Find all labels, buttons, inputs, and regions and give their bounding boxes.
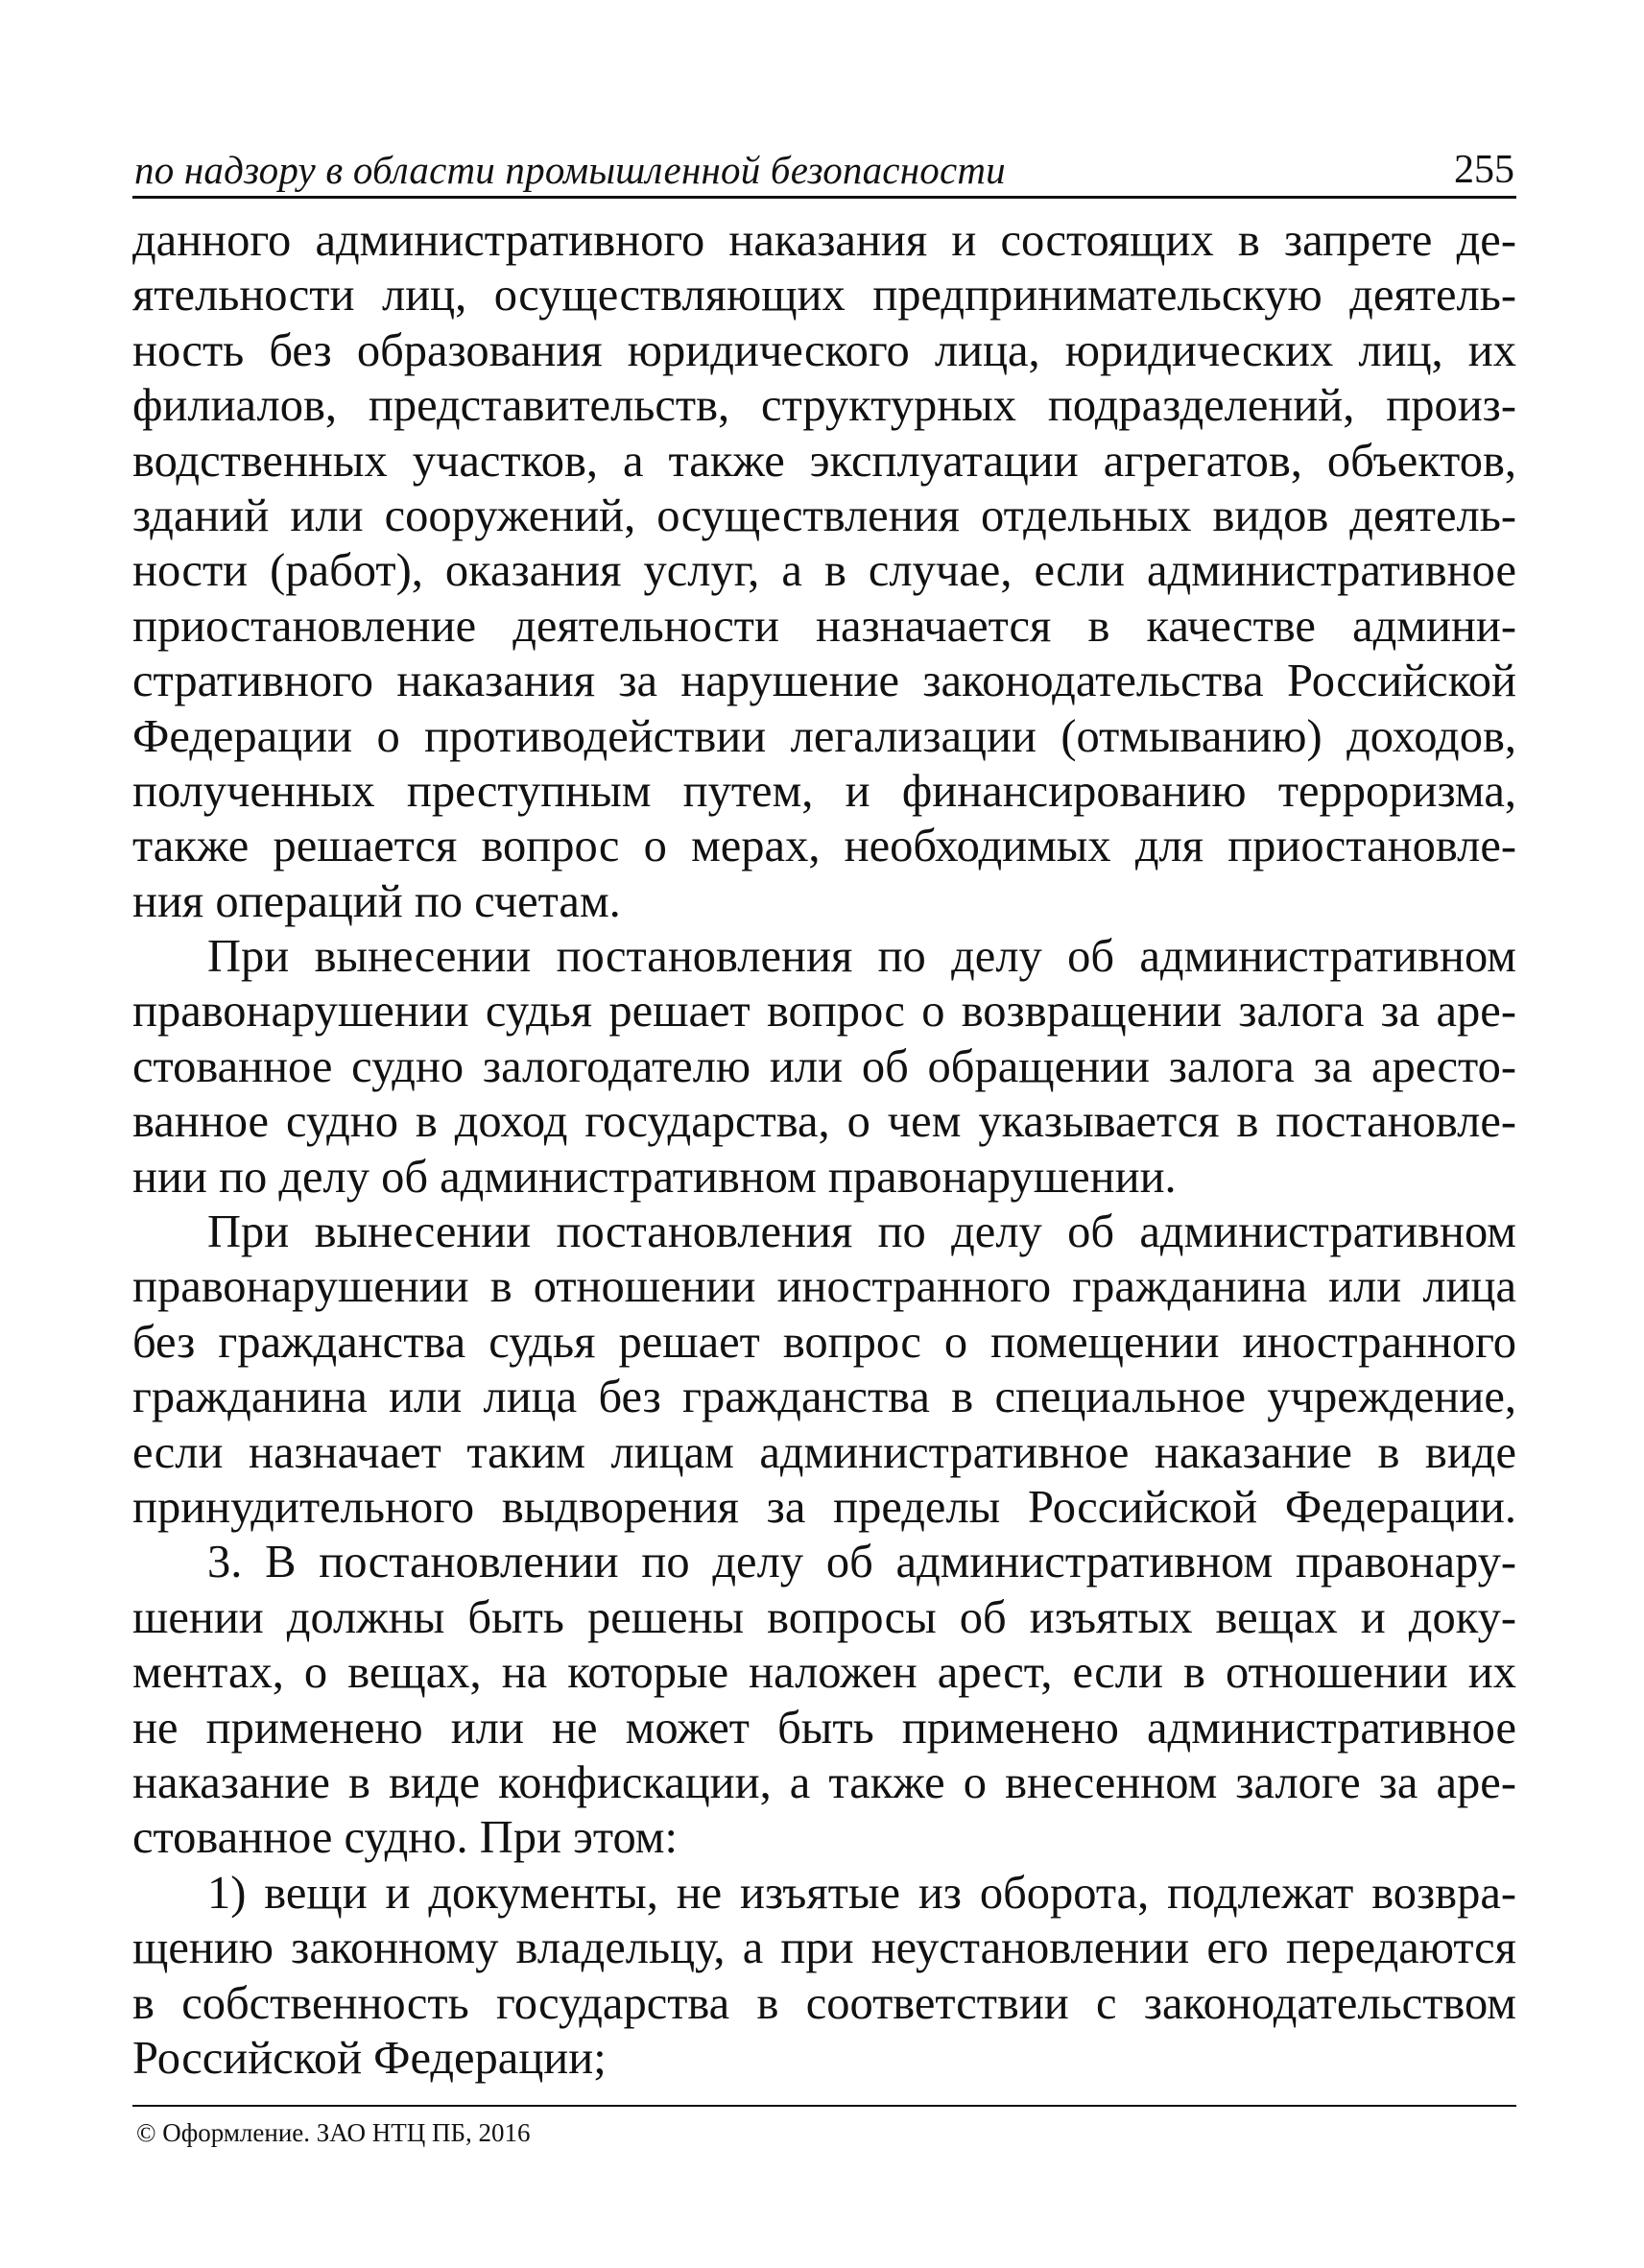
- text-line: ментах, о вещах, на которые наложен арест, если в отношении их: [132, 1647, 1516, 1699]
- text-line: ния операций по счетам.: [132, 875, 621, 927]
- text-line: стративного наказания за нарушение законодательства Российской: [132, 656, 1516, 707]
- text-line: ности (работ), оказания услуг, а в случае, если административное: [132, 545, 1516, 597]
- text-line: 3. В постановлении по делу об административном правонару-: [207, 1537, 1516, 1588]
- body-text: [132, 213, 1516, 2086]
- text-line: правонарушении в отношении иностранного гражданина или лица: [132, 1261, 1516, 1313]
- text-line: При вынесении постановления по делу об административном: [207, 1206, 1516, 1258]
- text-line: ность без образования юридического лица, юридических лиц, их: [132, 324, 1516, 376]
- footer-rule: [132, 2105, 1516, 2107]
- text-line: наказание в виде конфискации, а также о внесенном залоге за аре-: [132, 1756, 1516, 1808]
- text-line: стованное судно. При этом:: [132, 1812, 678, 1864]
- text-line: правонарушении судья решает вопрос о возвращении залога за аре-: [132, 986, 1516, 1038]
- text-line: данного административного наказания и состоящих в запрете де-: [132, 215, 1516, 266]
- text-line: шении должны быть решены вопросы об изъятых вещах и доку-: [132, 1591, 1516, 1643]
- text-line: ванное судно в доход государства, о чем указывается в постановле-: [132, 1096, 1516, 1148]
- running-header: [132, 144, 1516, 199]
- paragraph-foreign-citizen: [132, 1205, 1516, 1535]
- text-line: в собственность государства в соответствии с законодательством: [132, 1977, 1516, 2029]
- text-line: принудительного выдворения за пределы Российской Федерации.: [132, 1481, 1516, 1533]
- text-line: зданий или сооружений, осуществления отдельных видов деятель-: [132, 489, 1516, 541]
- text-line: гражданина или лица без гражданства в специальное учреждение,: [132, 1372, 1516, 1423]
- text-line: стованное судно залогодателю или об обращении залога за аресто-: [132, 1040, 1516, 1092]
- text-line: щению законному владельцу, а при неустановлении его передаются: [132, 1922, 1516, 1974]
- text-line: водственных участков, а также эксплуатации агрегатов, объектов,: [132, 435, 1516, 487]
- paragraph-bail-return: [132, 929, 1516, 1205]
- text-line: Федерации о противодействии легализации (отмыванию) доходов,: [132, 710, 1516, 762]
- text-line: если назначает таким лицам административное наказание в виде: [132, 1426, 1516, 1478]
- text-line: 1) вещи и документы, не изъятые из оборота, подлежат возвра-: [207, 1867, 1516, 1919]
- text-line: полученных преступным путем, и финансированию терроризма,: [132, 765, 1516, 817]
- paragraph-item-3: [132, 1535, 1516, 1865]
- text-line: При вынесении постановления по делу об административном: [207, 931, 1516, 983]
- text-line: не применено или не может быть применено административное: [132, 1702, 1516, 1754]
- text-line: ятельности лиц, осуществляющих предпринимательскую деятель-: [132, 270, 1516, 322]
- text-line: филиалов, представительств, структурных подразделений, произ-: [132, 380, 1516, 432]
- page-number: 255: [1454, 148, 1514, 192]
- text-line: Российской Федерации;: [132, 2032, 607, 2084]
- paragraph-subitem-1: [132, 1866, 1516, 2087]
- paragraph-continuation: [132, 213, 1516, 929]
- footer-copyright: © Оформление. ЗАО НТЦ ПБ, 2016: [136, 2118, 531, 2147]
- text-line: также решается вопрос о мерах, необходимых для приостановле-: [132, 821, 1516, 872]
- text-line: нии по делу об административном правонарушении.: [132, 1151, 1177, 1203]
- text-line: без гражданства судья решает вопрос о помещении иностранного: [132, 1316, 1516, 1368]
- running-title: по надзору в области промышленной безопасности: [134, 148, 1006, 192]
- text-line: приостановление деятельности назначается в качестве админи-: [132, 600, 1516, 652]
